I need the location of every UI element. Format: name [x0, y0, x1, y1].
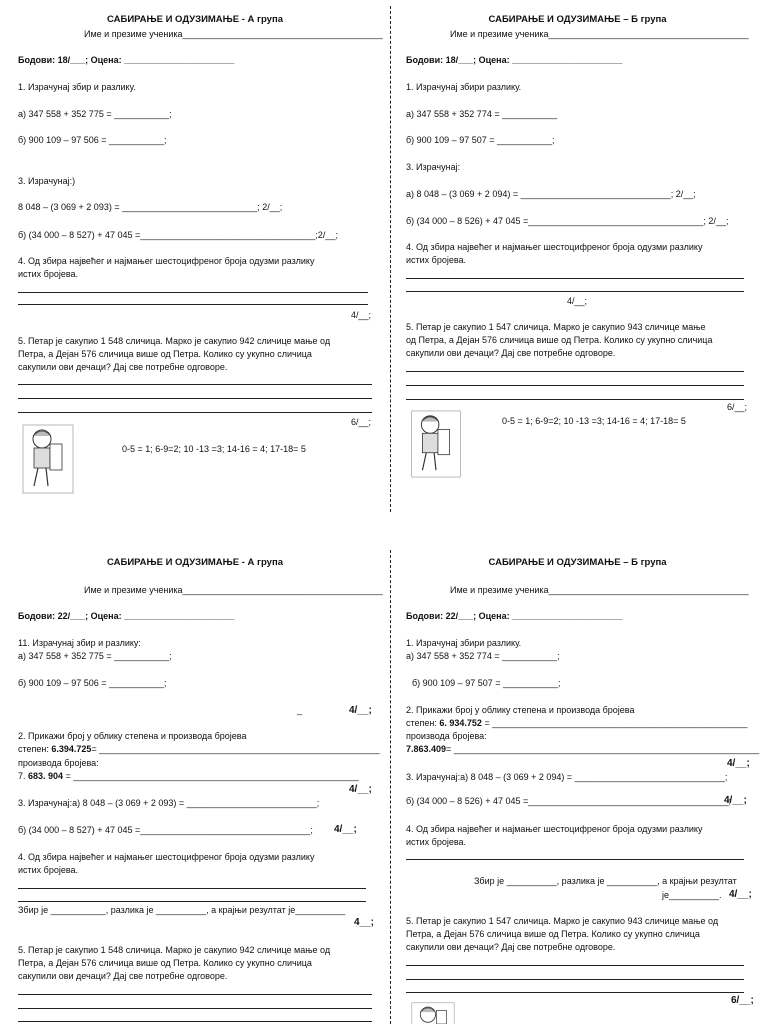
tr-q5-answer-line[interactable]: [406, 385, 744, 386]
tl-q5-answer-line[interactable]: [18, 398, 372, 399]
br-q1b[interactable]: б) 900 109 – 97 507 = ___________;: [412, 678, 561, 688]
tl-q3a[interactable]: 8 048 – (3 069 + 2 093) = ___________________________; 2/__;: [18, 202, 283, 212]
tr-q5-score[interactable]: 6/__;: [727, 402, 748, 412]
bl-q5-line1: 5. Петар је сакупио 1 548 сличица. Марко је сакупио 942 сличице мање од: [18, 945, 331, 955]
bl-q1-score[interactable]: 4/__;: [349, 705, 372, 716]
tl-q5-line1: 5. Петар је сакупио 1 548 сличица. Марко је сакупио 942 сличице мање од: [18, 336, 331, 346]
br-q2-step-label: степен:: [406, 718, 440, 728]
vertical-divider-top: [390, 6, 391, 512]
tl-grade-scale: 0-5 = 1; 6-9=2; 10 -13 =3; 14-16 = 4; 17-18= 5: [122, 444, 306, 454]
bl-q5-line3: сакупили ови дечаци? Дај све потребне одговоре.: [18, 971, 228, 981]
tl-q5-score[interactable]: 6/__;: [351, 417, 372, 427]
tr-q1a[interactable]: а) 347 558 + 352 774 = ___________: [406, 109, 558, 119]
br-q2-line1: 2. Прикажи број у облику степена и производа бројева: [406, 705, 635, 715]
tr-score-line[interactable]: Бодови: 18/___; Оцена: ______________________: [406, 55, 623, 65]
bl-q3a[interactable]: 3. Израчунај:а) 8 048 – (3 069 + 2 093) = __________________________;: [18, 798, 320, 808]
bl-q2-prod-blank[interactable]: = _________________________________________________________: [63, 771, 359, 781]
tl-q4-line1: 4. Од збира највећег и најмањег шестоцифреног броја одузми разлику: [18, 256, 315, 266]
bl-q1-dash: _: [297, 705, 303, 715]
br-q1-heading: 1. Израчунај збири разлику.: [406, 638, 522, 648]
br-q4-line1: 4. Од збира највећег и најмањег шестоцифреног броја одузми разлику: [406, 824, 703, 834]
tr-q3b[interactable]: б) (34 000 – 8 526) + 47 045 =___________________________________; 2/__;: [406, 216, 729, 226]
bl-q2-prod-prefix: 7.: [18, 771, 29, 781]
tr-q5-line2: од Петра, а Дејан 576 сличица више од Петра. Колико су укупно сличица: [406, 335, 713, 345]
br-q4-summary-1[interactable]: Збир је __________, разлика је __________, а крајњи резултат: [474, 876, 737, 886]
tl-q4-line2: истих бројева.: [18, 269, 79, 279]
tl-q1b[interactable]: б) 900 109 – 97 506 = ___________;: [18, 135, 167, 145]
br-q5-line3: сакупили ови дечаци? Дај све потребне одговоре.: [406, 942, 616, 952]
bl-q1b[interactable]: б) 900 109 – 97 506 = ___________;: [18, 678, 167, 688]
tr-q4-score[interactable]: 4/__;: [567, 296, 588, 306]
br-q2-prod-blank[interactable]: = _____________________________________________________________: [446, 744, 760, 754]
bl-q1-heading: 11. Израчунај збир и разлику:: [18, 638, 141, 648]
tl-q4-answer-line[interactable]: [18, 292, 368, 293]
br-q5-score[interactable]: 6/__;: [731, 995, 754, 1006]
br-q4-score[interactable]: 4/__;: [729, 889, 752, 900]
bl-q4-answer-line[interactable]: [18, 901, 366, 902]
bl-q4-score[interactable]: 4__;: [354, 917, 375, 928]
bl-score-line[interactable]: Бодови: 22/___; Оцена: ______________________: [18, 611, 235, 621]
bl-q2-step-number: 6.394.725: [51, 744, 92, 754]
bl-title: САБИРАЊЕ И ОДУЗИМАЊЕ - А група: [107, 557, 283, 568]
tl-q1-heading: 1. Израчунај збир и разлику.: [18, 82, 136, 92]
tr-q4-line2: истих бројева.: [406, 255, 467, 265]
br-q1a[interactable]: а) 347 558 + 352 774 = ___________;: [406, 651, 560, 661]
br-q5-answer-line[interactable]: [406, 979, 744, 980]
br-q4-answer-line[interactable]: [406, 859, 744, 860]
br-q2-step-row[interactable]: [406, 718, 747, 729]
tl-q3b[interactable]: б) (34 000 – 8 527) + 47 045 =___________________________________;2/__;: [18, 230, 338, 240]
br-title: САБИРАЊЕ И ОДУЗИМАЊЕ – Б група: [488, 557, 667, 568]
br-q3a[interactable]: 3. Израчунај:а) 8 048 – (3 069 + 2 094) = ______________________________;: [406, 772, 728, 782]
bl-q5-answer-line[interactable]: [18, 994, 372, 995]
tr-q5-answer-line[interactable]: [406, 399, 744, 400]
bl-q2-prod-row[interactable]: [18, 771, 359, 782]
bl-q2-line1: 2. Прикажи број у облику степена и производа бројева: [18, 731, 247, 741]
bl-q4-line1: 4. Од збира највећег и најмањег шестоцифреног броја одузми разлику: [18, 852, 315, 862]
tr-title: САБИРАЊЕ И ОДУЗИМАЊЕ – Б група: [488, 14, 667, 25]
br-q4-summary-2[interactable]: је__________.: [662, 890, 722, 900]
br-q5-answer-line[interactable]: [406, 965, 744, 966]
br-q3b[interactable]: б) (34 000 – 8 526) + 47 045 =________________________________________;: [406, 796, 731, 806]
tr-q4-answer-line[interactable]: [406, 291, 744, 292]
bl-q2-step-row[interactable]: [18, 744, 380, 755]
tl-q5-answer-line[interactable]: [18, 384, 372, 385]
tl-q4-answer-line[interactable]: [18, 304, 368, 305]
tl-q5-answer-line[interactable]: [18, 412, 372, 413]
tr-q5-line1: 5. Петар је сакупио 1 547 сличица. Марко је сакупио 943 сличице мање: [406, 322, 706, 332]
tr-q4-answer-line[interactable]: [406, 278, 744, 279]
bl-q4-line2: истих бројева.: [18, 865, 79, 875]
child-cartoon-icon: [410, 1002, 456, 1024]
tr-q1-heading: 1. Израчунај збири разлику.: [406, 82, 522, 92]
bl-q4-summary[interactable]: Збир је ___________, разлика је __________, а крајњи резултат је__________: [18, 905, 346, 915]
bl-q1a[interactable]: а) 347 558 + 352 775 = ___________;: [18, 651, 172, 661]
bl-name-label[interactable]: Име и презиме ученика________________________________________: [84, 585, 383, 595]
br-q3-score[interactable]: 4/__;: [724, 795, 747, 806]
tl-title: САБИРАЊЕ И ОДУЗИМАЊЕ - А група: [107, 14, 283, 25]
br-q2-prod-label: производа бројева:: [406, 731, 487, 741]
bl-q3b[interactable]: б) (34 000 – 8 527) + 47 045 =__________________________________;: [18, 825, 313, 835]
bl-q5-answer-line[interactable]: [18, 1021, 372, 1022]
bl-q2-prod-number: 683. 904: [28, 771, 64, 781]
bl-q2-step-label: степен:: [18, 744, 52, 754]
tr-q4-line1: 4. Од збира највећег и најмањег шестоцифреног броја одузми разлику: [406, 242, 703, 252]
vertical-divider-bottom: [390, 550, 391, 1024]
tl-q5-line3: сакупили ови дечаци? Дај све потребне одговоре.: [18, 362, 228, 372]
tr-q1b[interactable]: б) 900 109 – 97 507 = ___________;: [406, 135, 555, 145]
tr-q3-heading: 3. Израчунај:: [406, 162, 461, 172]
tl-name-label[interactable]: Име и презиме ученика________________________________________: [84, 29, 383, 39]
tr-name-label[interactable]: Име и презиме ученика________________________________________: [450, 29, 749, 39]
br-name-label[interactable]: Име и презиме ученика________________________________________: [450, 585, 749, 595]
br-q5-answer-line[interactable]: [406, 992, 744, 993]
tr-q5-line3: сакупили ови дечаци? Дај све потребне одговоре.: [406, 348, 616, 358]
child-cartoon-icon: [410, 410, 462, 478]
bl-q2-step-blank[interactable]: = ________________________________________________________: [91, 744, 380, 754]
child-cartoon-icon: [22, 424, 74, 494]
br-q2-score[interactable]: 4/__;: [727, 758, 750, 769]
tl-q5-line2: Петра, а Дејан 576 сличица више од Петра. Колико су укупно сличица: [18, 349, 312, 359]
bl-q5-line2: Петра, а Дејан 576 сличица више од Петра. Колико су укупно сличица: [18, 958, 312, 968]
bl-q2-prod-label: производа бројева:: [18, 758, 99, 768]
tr-q5-answer-line[interactable]: [406, 371, 744, 372]
br-q4-line2: истих бројева.: [406, 837, 467, 847]
tl-q4-score[interactable]: 4/__;: [351, 310, 372, 320]
tl-score-line[interactable]: Бодови: 18/___; Оцена: ______________________: [18, 55, 235, 65]
br-score-line[interactable]: Бодови: 22/___; Оцена: ______________________: [406, 611, 623, 621]
br-q5-line1: 5. Петар је сакупио 1 547 сличица. Марко је сакупио 943 сличице мање од: [406, 916, 719, 926]
br-q2-prod-row[interactable]: [406, 744, 759, 755]
tr-q3a[interactable]: а) 8 048 – (3 069 + 2 094) = ______________________________; 2/__;: [406, 189, 696, 199]
bl-q2-score[interactable]: 4/__;: [349, 784, 372, 795]
bl-q5-answer-line[interactable]: [18, 1008, 372, 1009]
br-q2-prod-number: 7.863.409: [406, 744, 447, 754]
tr-grade-scale: 0-5 = 1; 6-9=2; 10 -13 =3; 14-16 = 4; 17-18= 5: [502, 416, 686, 426]
br-q5-line2: Петра, а Дејан 576 сличица више од Петра. Колико су укупно сличица: [406, 929, 700, 939]
br-q2-step-number: 6. 934.752: [439, 718, 482, 728]
tl-q3-heading: 3. Израчунај:): [18, 176, 76, 186]
br-q2-step-blank[interactable]: = ___________________________________________________: [481, 718, 748, 728]
tl-q1a[interactable]: а) 347 558 + 352 775 = ___________;: [18, 109, 172, 119]
bl-q4-answer-line[interactable]: [18, 888, 366, 889]
bl-q3-score[interactable]: 4/__;: [334, 824, 357, 835]
